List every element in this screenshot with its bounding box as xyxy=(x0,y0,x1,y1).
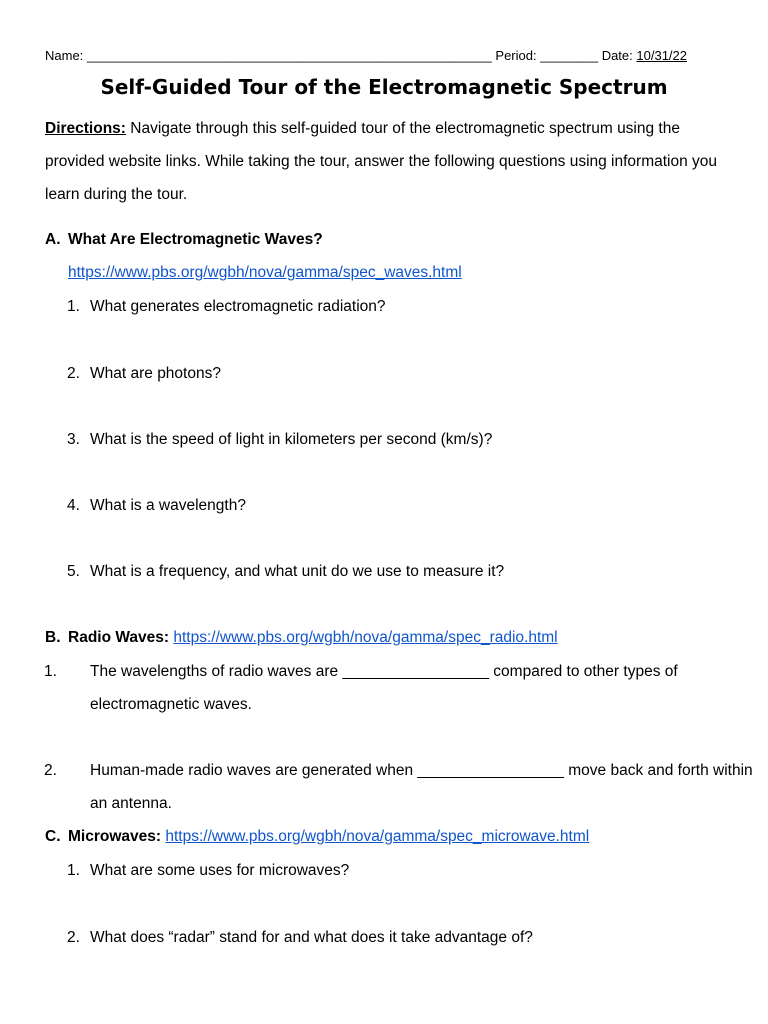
question-text: What generates electromagnetic radiation? xyxy=(90,298,386,315)
date-field-label: Date: xyxy=(601,48,633,63)
section-b-heading xyxy=(45,627,735,649)
section-letter: B. xyxy=(45,629,61,646)
section-c-heading xyxy=(45,826,735,848)
section-title: Radio Waves: xyxy=(68,629,170,646)
question-a4 xyxy=(67,489,732,522)
period-field-label: Period: ________ xyxy=(495,48,599,63)
section-b-link[interactable]: https://www.pbs.org/wgbh/nova/gamma/spec_radio.html xyxy=(173,629,558,646)
question-text: What is a wavelength? xyxy=(90,497,246,514)
question-text: What are photons? xyxy=(90,365,221,382)
section-title: Microwaves: xyxy=(68,828,162,845)
question-text: The wavelengths of radio waves are _________________ compared to other types of electromagnetic waves. xyxy=(90,663,678,713)
question-a1 xyxy=(67,290,732,323)
question-text: What does “radar” stand for and what does it take advantage of? xyxy=(90,929,533,946)
date-value: 10/31/22 xyxy=(636,48,687,63)
question-text: Human-made radio waves are generated when _________________ move back and forth within an antenna. xyxy=(90,762,753,812)
question-number: 5. xyxy=(67,563,80,580)
section-title: What Are Electromagnetic Waves? xyxy=(68,231,323,248)
header-line xyxy=(45,47,725,65)
question-c2 xyxy=(67,921,732,954)
question-b1 xyxy=(44,655,755,721)
directions-text: Navigate through this self-guided tour of the electromagnetic spectrum using the provided website links. While taking the tour, answer the following questions using information you learn during the tour. xyxy=(45,120,718,203)
directions-label: Directions: xyxy=(45,120,126,137)
question-b2 xyxy=(44,754,755,820)
question-number: 2. xyxy=(67,365,80,382)
question-text: What is the speed of light in kilometers per second (km/s)? xyxy=(90,431,493,448)
directions-paragraph xyxy=(45,112,725,211)
question-a3 xyxy=(67,423,732,456)
question-c1 xyxy=(67,854,732,887)
question-number: 1. xyxy=(67,862,80,879)
question-text: What is a frequency, and what unit do we use to measure it? xyxy=(90,563,505,580)
question-number: 3. xyxy=(67,431,80,448)
name-field-label: Name: ________________________________________________________ xyxy=(45,48,492,63)
question-a5 xyxy=(67,555,732,588)
section-letter: A. xyxy=(45,231,61,248)
question-text: What are some uses for microwaves? xyxy=(90,862,350,879)
section-c-link[interactable]: https://www.pbs.org/wgbh/nova/gamma/spec_microwave.html xyxy=(165,828,590,845)
section-a-heading xyxy=(45,229,735,251)
section-a-link-line xyxy=(68,262,462,284)
question-a2 xyxy=(67,357,732,390)
page-title: Self-Guided Tour of the Electromagnetic Spectrum xyxy=(100,75,668,99)
question-number: 2. xyxy=(44,762,57,779)
section-letter: C. xyxy=(45,828,61,845)
question-number: 4. xyxy=(67,497,80,514)
question-number: 2. xyxy=(67,929,80,946)
question-number: 1. xyxy=(67,298,80,315)
section-a-link[interactable]: https://www.pbs.org/wgbh/nova/gamma/spec_waves.html xyxy=(68,264,462,281)
question-number: 1. xyxy=(44,663,57,680)
